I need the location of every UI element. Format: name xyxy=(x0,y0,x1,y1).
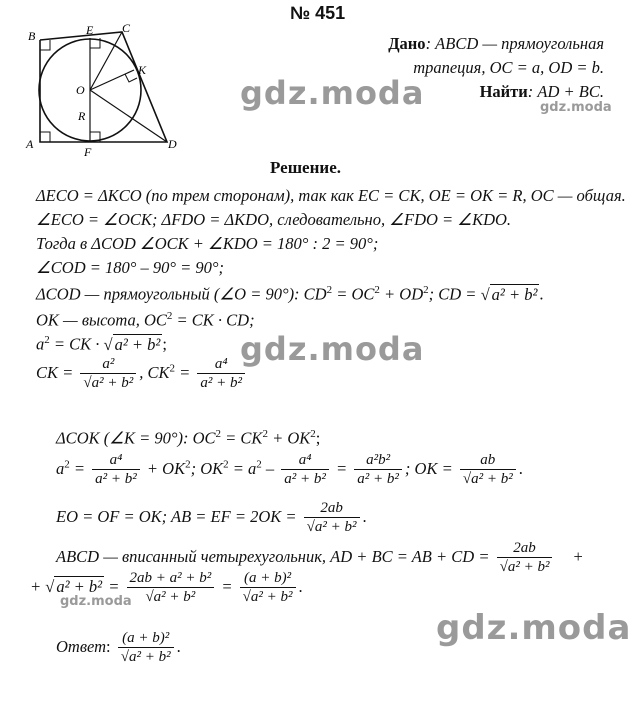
label-f: F xyxy=(84,145,92,159)
label-a: A xyxy=(26,137,34,151)
solution-line-5: ΔCOD — прямоугольный (∠O = 90°): $CD^2 = OC^2 + OD^2$; CD = √ a² + b² . xyxy=(36,284,544,304)
answer-line: Ответ: $\frac{\text{(a + b)²}}{\text{√a² + b²}}$ . xyxy=(56,630,181,665)
label-e: E xyxy=(86,23,94,37)
solution-line-12: ABCD — вписанный четырехугольник, AD + BC = AB + CD = $\frac{2ab}{\text{√a² + b²}}$ + xyxy=(56,540,583,575)
solution-line-4: ∠COD = 180° – 90° = 90°; xyxy=(36,258,224,277)
solution-heading: Решение. xyxy=(270,158,341,177)
label-o: O xyxy=(76,83,85,97)
label-b: B xyxy=(28,29,36,43)
solution-line-10: $a^2$ = $\frac{\text{a⁴}}{\text{a² + b²}}$ + $OK^2$; $OK^2 = a^2$ – $\frac{\text{a⁴}}{\text{a² + b²}}$ = $\frac{\text{a²b²}}{\text{a² + b²}}$ ; OK = $\frac{ab}{\text{√a² + b²}}$ . xyxy=(56,452,523,487)
solution-line-1: ΔECO = ΔKCO (по трем сторонам), так как EC = CK, OE = OK = R, OC — общая. xyxy=(36,186,626,205)
label-k: K xyxy=(138,63,147,77)
problem-number: № 451 xyxy=(290,3,346,23)
solution-line-7: $a^2$ = CK · √ a² + b² ; xyxy=(36,334,167,354)
solution-line-6: OK — высота, $OC^2$ = CK · CD; xyxy=(36,310,255,330)
solution-line-2: ∠ECO = ∠OCK; ΔFDO = ΔKDO, следовательно, ∠FDO = ∠KDO. xyxy=(36,210,512,229)
trapezoid-figure xyxy=(22,22,192,162)
watermark-bottom: gdz.moda xyxy=(436,608,632,648)
find-text: : AD + BC. xyxy=(527,82,604,101)
solution-line-13: + √ a² + b² = $\frac{\text{2ab + a² + b²}}{\text{√a² + b²}}$ = $\frac{\text{(a + b)²}}{\text{√a² + b²}}$ . xyxy=(30,570,303,605)
solution-line-9: ΔCOK (∠K = 90°): $OC^2 = CK^2 + OK^2$; xyxy=(56,428,321,448)
solution-line-3: Тогда в ΔCOD ∠OCK + ∠KDO = 180° : 2 = 90°; xyxy=(36,234,379,253)
given-label: Дано xyxy=(388,34,426,53)
watermark-middle: gdz.moda xyxy=(240,330,425,368)
solution-line-8: CK = $\frac{\text{a²}}{\text{√a² + b²}}$ , $CK^2$ = $\frac{\text{a⁴}}{\text{a² + b²}}$ xyxy=(36,356,248,392)
watermark-small-top: gdz.moda xyxy=(540,100,612,115)
solution-line-11: EO = OF = OK; AB = EF = 2OK = $\frac{2ab}{\text{√a² + b²}}$ . xyxy=(56,500,367,535)
given-text-1: : ABCD — прямоугольная xyxy=(425,34,604,53)
label-r: R xyxy=(78,109,86,123)
given-text-2: трапеция, OC = a, OD = b. xyxy=(413,58,604,77)
watermark-small-bottom: gdz.moda xyxy=(60,594,132,609)
find-label: Найти xyxy=(479,82,528,101)
label-c: C xyxy=(122,22,131,35)
watermark-top: gdz.moda xyxy=(240,74,425,112)
label-d: D xyxy=(168,137,177,151)
